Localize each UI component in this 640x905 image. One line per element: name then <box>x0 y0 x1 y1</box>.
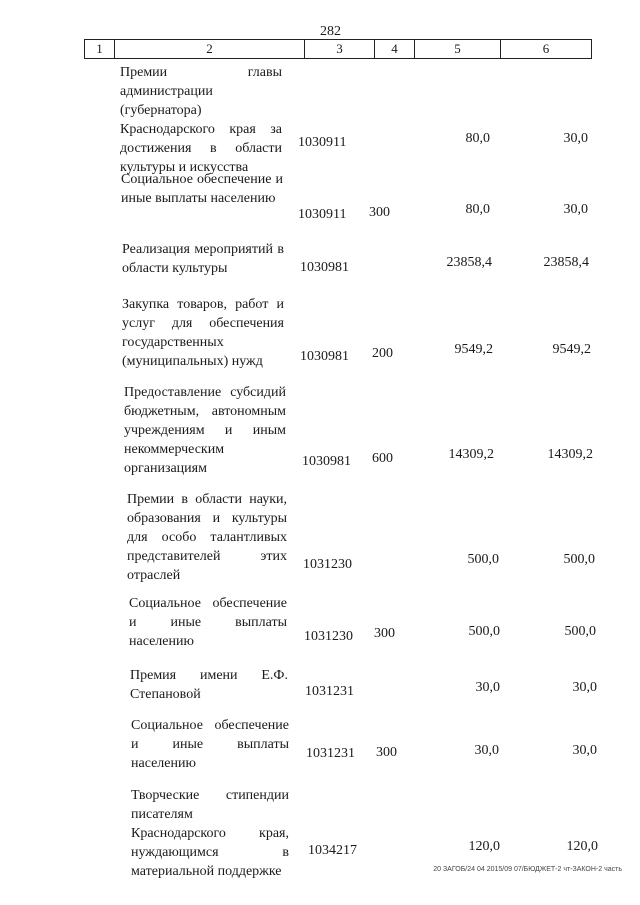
row-value-6: 14309,2 <box>547 447 593 462</box>
row-value-5: 23858,4 <box>446 255 492 270</box>
row-code: 1030911 <box>298 135 347 150</box>
page-number: 282 <box>320 24 341 39</box>
row-code: 1031231 <box>306 746 355 761</box>
row-value-5: 120,0 <box>468 839 500 854</box>
row-value-5: 30,0 <box>475 680 500 695</box>
row-description: Социальное обеспечение и иные выплаты населению <box>131 718 289 771</box>
row-code: 1034217 <box>308 843 357 858</box>
row-value-5: 9549,2 <box>454 342 493 357</box>
row-code: 1030981 <box>302 454 351 469</box>
row-description: Социальное обеспечение и иные выплаты населению <box>129 596 287 649</box>
row-type: 300 <box>376 745 397 760</box>
row-description: Закупка товаров, работ и услуг для обеспечения государственных (муниципальных) нужд <box>122 297 284 369</box>
row-code: 1031230 <box>304 629 353 644</box>
row-description: Премия имени Е.Ф. Степановой <box>130 668 288 702</box>
header-col-3: 3 <box>305 40 375 58</box>
row-description: Реализация мероприятий в области культуры <box>122 242 284 276</box>
row-code: 1030981 <box>300 260 349 275</box>
row-description: Премии главы администрации (губернатора) Краснодарского края за достижения в области культуры и искусства <box>120 65 282 175</box>
row-value-6: 9549,2 <box>552 342 591 357</box>
row-code: 1030911 <box>298 207 347 222</box>
row-code: 1031230 <box>303 557 352 572</box>
row-value-5: 30,0 <box>474 743 499 758</box>
row-value-6: 30,0 <box>563 131 588 146</box>
row-type: 600 <box>372 451 393 466</box>
row-value-6: 30,0 <box>572 743 597 758</box>
row-value-6: 500,0 <box>563 552 595 567</box>
header-col-4: 4 <box>375 40 415 58</box>
row-code: 1030981 <box>300 349 349 364</box>
row-value-6: 30,0 <box>563 202 588 217</box>
row-description: Предоставление субсидий бюджетным, автономным учреждениям и иным некоммерческим организациям <box>124 385 286 476</box>
row-value-6: 23858,4 <box>543 255 589 270</box>
header-col-6: 6 <box>542 41 550 56</box>
row-value-5: 80,0 <box>465 131 490 146</box>
row-value-6: 120,0 <box>566 839 598 854</box>
header-col-1: 1 <box>85 40 115 58</box>
row-value-5: 80,0 <box>465 202 490 217</box>
footer-note: 20 ЗАГОБ/24 04 2015/09 07/БЮДЖЕТ-2 чт-ЗАКОН-2 часть <box>433 866 622 873</box>
row-value-6: 500,0 <box>564 624 596 639</box>
table-header <box>84 39 592 59</box>
row-type: 300 <box>369 205 390 220</box>
row-description: Премии в области науки, образования и культуры для особо талантливых представителей этих отраслей <box>127 492 287 583</box>
row-type: 200 <box>372 346 393 361</box>
row-value-5: 14309,2 <box>448 447 494 462</box>
row-value-5: 500,0 <box>467 552 499 567</box>
row-description: Социальное обеспечение и иные выплаты населению <box>121 172 283 206</box>
row-type: 300 <box>374 626 395 641</box>
row-value-6: 30,0 <box>572 680 597 695</box>
header-col-2: 2 <box>115 40 305 58</box>
row-value-5: 500,0 <box>468 624 500 639</box>
row-description: Творческие стипендии писателям Краснодарского края, нуждающимся в материальной поддержке <box>131 788 289 879</box>
header-col-5: 5 <box>415 40 501 58</box>
row-code: 1031231 <box>305 684 354 699</box>
